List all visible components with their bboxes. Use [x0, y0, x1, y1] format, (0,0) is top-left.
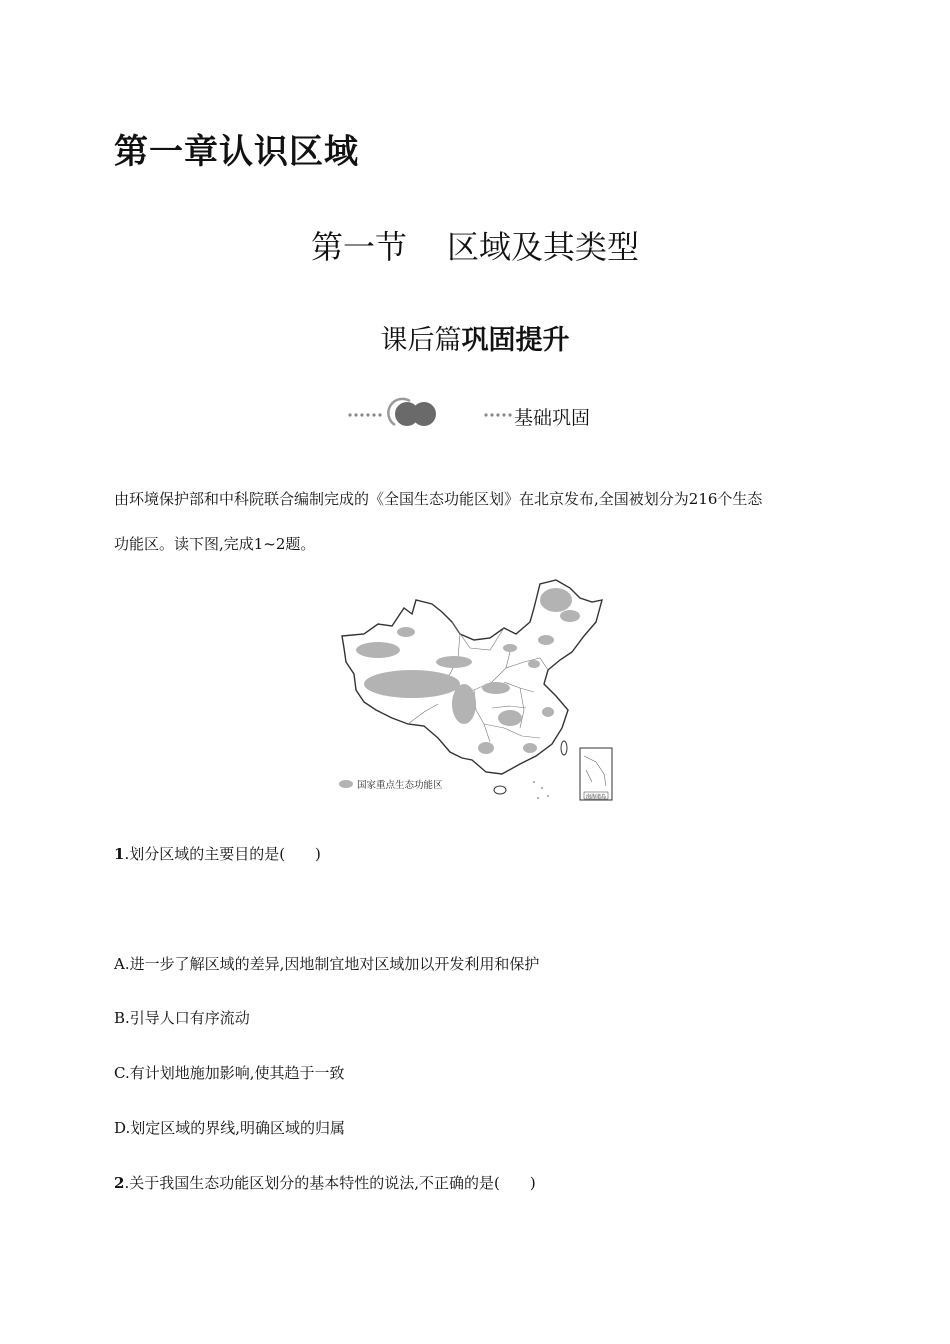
eco-zone: [542, 707, 554, 717]
intro-paragraph-line-1: 由环境保护部和中科院联合编制完成的《全国生态功能区划》在北京发布,全国被划分为216个生态: [114, 490, 763, 508]
eco-zone: [528, 660, 540, 668]
chapter-title: 第一章认识区域: [114, 132, 359, 172]
eco-zone: [560, 610, 580, 622]
option-b: B.引导人口有序流动: [114, 1009, 250, 1027]
china-eco-zone-map: [334, 578, 616, 804]
south-china-sea-inset: [580, 748, 612, 800]
dot-icon: [412, 402, 436, 426]
section-title: [0, 222, 950, 268]
question-1: [114, 843, 321, 864]
map-legend: [339, 779, 443, 791]
sub-title: [0, 318, 950, 357]
eco-zone: [436, 656, 472, 668]
eco-zone: [452, 684, 476, 724]
eco-zone: [538, 635, 554, 645]
eco-zone: [397, 627, 415, 637]
sub-title-normal: 课后篇: [380, 325, 462, 356]
eco-zone: [503, 644, 517, 652]
option-c: C.有计划地施加影响,使其趋于一致: [114, 1064, 345, 1082]
map-inset-label: 南海诸岛: [585, 794, 607, 800]
banner-label: 基础巩固: [514, 407, 591, 429]
eco-zone: [478, 742, 494, 754]
taiwan-island: [561, 741, 567, 755]
option-a: A.进一步了解区域的差异,因地制宜地对区域加以开发利用和保护: [114, 955, 540, 973]
intro-paragraph-line-2: 功能区。读下图,完成1~2题。: [114, 535, 316, 553]
eco-zone: [523, 743, 537, 753]
eco-zone: [498, 710, 522, 726]
question-number: 2: [114, 1174, 125, 1192]
hainan-island: [494, 786, 506, 794]
map-legend-label: 国家重点生态功能区: [357, 780, 443, 791]
section-name: 区域及其类型: [447, 228, 640, 266]
eco-zone: [356, 642, 400, 658]
sub-title-bold: 巩固提升: [461, 325, 570, 356]
eco-zone: [482, 682, 510, 694]
question-2: [114, 1172, 536, 1193]
eco-zone: [364, 670, 460, 698]
section-number: 第一节: [310, 228, 407, 266]
question-text: .关于我国生态功能区划分的基本特性的说法,不正确的是( ): [124, 1174, 536, 1192]
option-d: D.划定区域的界线,明确区域的归属: [114, 1119, 346, 1137]
question-number: 1: [114, 845, 125, 863]
question-text: .划分区域的主要目的是( ): [124, 845, 321, 863]
eco-zone: [540, 588, 572, 612]
